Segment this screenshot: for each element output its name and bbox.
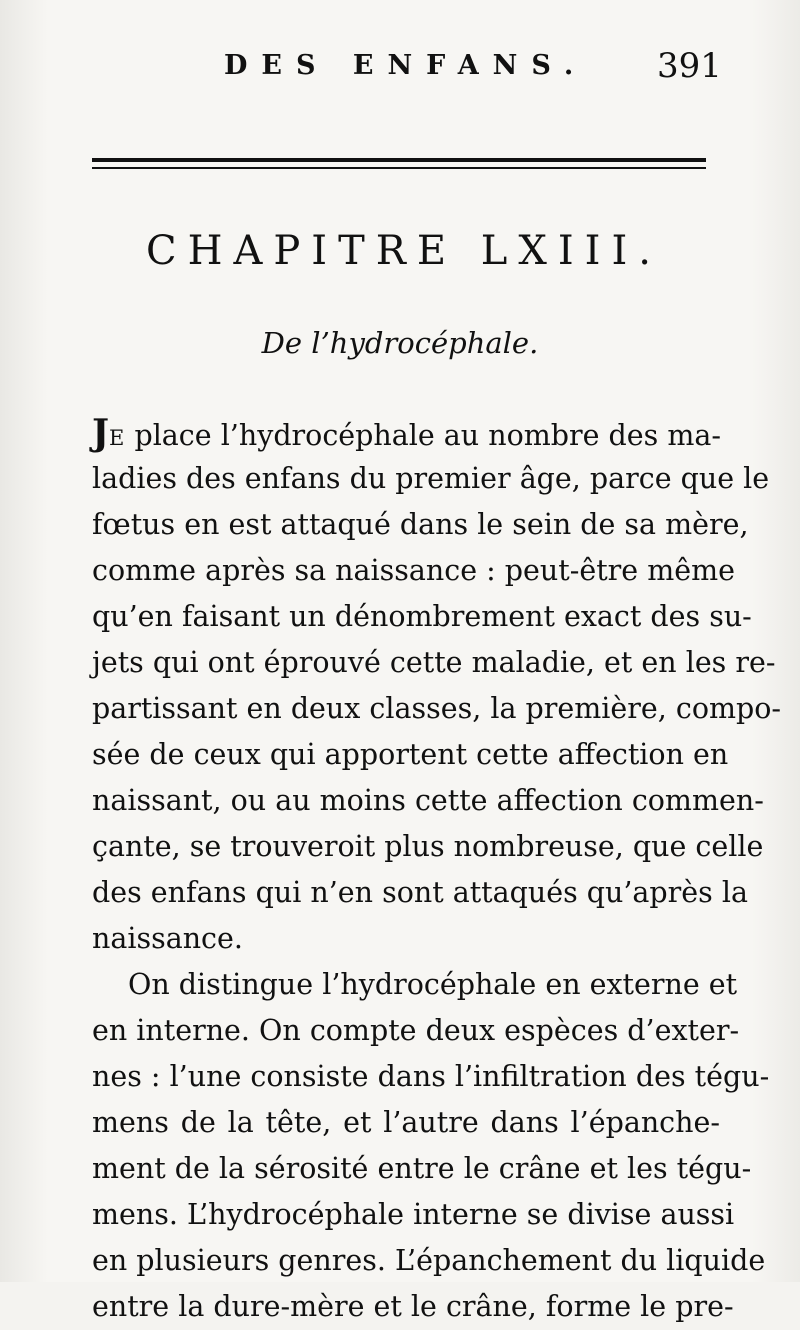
first-line-text: place l’hydrocéphale au nombre des ma- <box>125 419 721 452</box>
text-line: partissant en deux classes, la première, compo- <box>92 692 782 725</box>
text-line: mens. L’hydrocéphale interne se divise aussi <box>92 1198 735 1231</box>
small-caps: E <box>109 426 126 450</box>
paragraph-2 <box>92 962 770 1330</box>
running-title: DES ENFANS. <box>224 50 588 81</box>
body-text <box>92 410 782 1330</box>
text-line <box>92 410 720 456</box>
text-line: naissant, ou au moins cette affection commen- <box>92 784 764 817</box>
text-line: On distingue l’hydrocéphale en externe et <box>128 968 738 1001</box>
text-line: fœtus en est attaqué dans le sein de sa mère, <box>92 508 749 541</box>
drop-cap: J <box>92 412 110 454</box>
text-line: entre la dure-mère et le crâne, forme le pre- <box>92 1290 734 1323</box>
double-rule-divider <box>92 158 706 170</box>
thin-rule <box>92 167 706 169</box>
running-head <box>0 44 800 94</box>
text-line: nes : l’une consiste dans l’infiltration des tégu- <box>92 1060 770 1093</box>
text-line: çante, se trouveroit plus nombreuse, que celle <box>92 830 764 863</box>
paragraph-1 <box>92 410 782 962</box>
text-line: en plusieurs genres. L’épanchement du liquide <box>92 1244 766 1277</box>
chapter-subtitle: De l’hydrocéphale. <box>261 326 539 360</box>
text-line: comme après sa naissance : peut-être même <box>92 554 735 587</box>
text-line: jets qui ont éprouvé cette maladie, et en les re- <box>92 646 776 679</box>
page-number: 391 <box>657 46 722 86</box>
text-line: sée de ceux qui apportent cette affection en <box>92 738 729 771</box>
text-line: des enfans qui n’en sont attaqués qu’après la <box>92 876 748 909</box>
text-line: qu’en faisant un dénombrement exact des su- <box>92 600 752 633</box>
text-line: en interne. On compte deux espèces d’exter- <box>92 1014 740 1047</box>
chapter-title: CHAPITRE LXIII. <box>146 228 662 274</box>
thick-rule <box>92 158 706 162</box>
text-line: ladies des enfans du premier âge, parce que le <box>92 462 770 495</box>
text-line: mens de la tête, et l’autre dans l’épanche- <box>92 1106 720 1139</box>
text-line: ment de la sérosité entre le crâne et les tégu- <box>92 1152 752 1185</box>
text-line: naissance. <box>92 922 243 955</box>
